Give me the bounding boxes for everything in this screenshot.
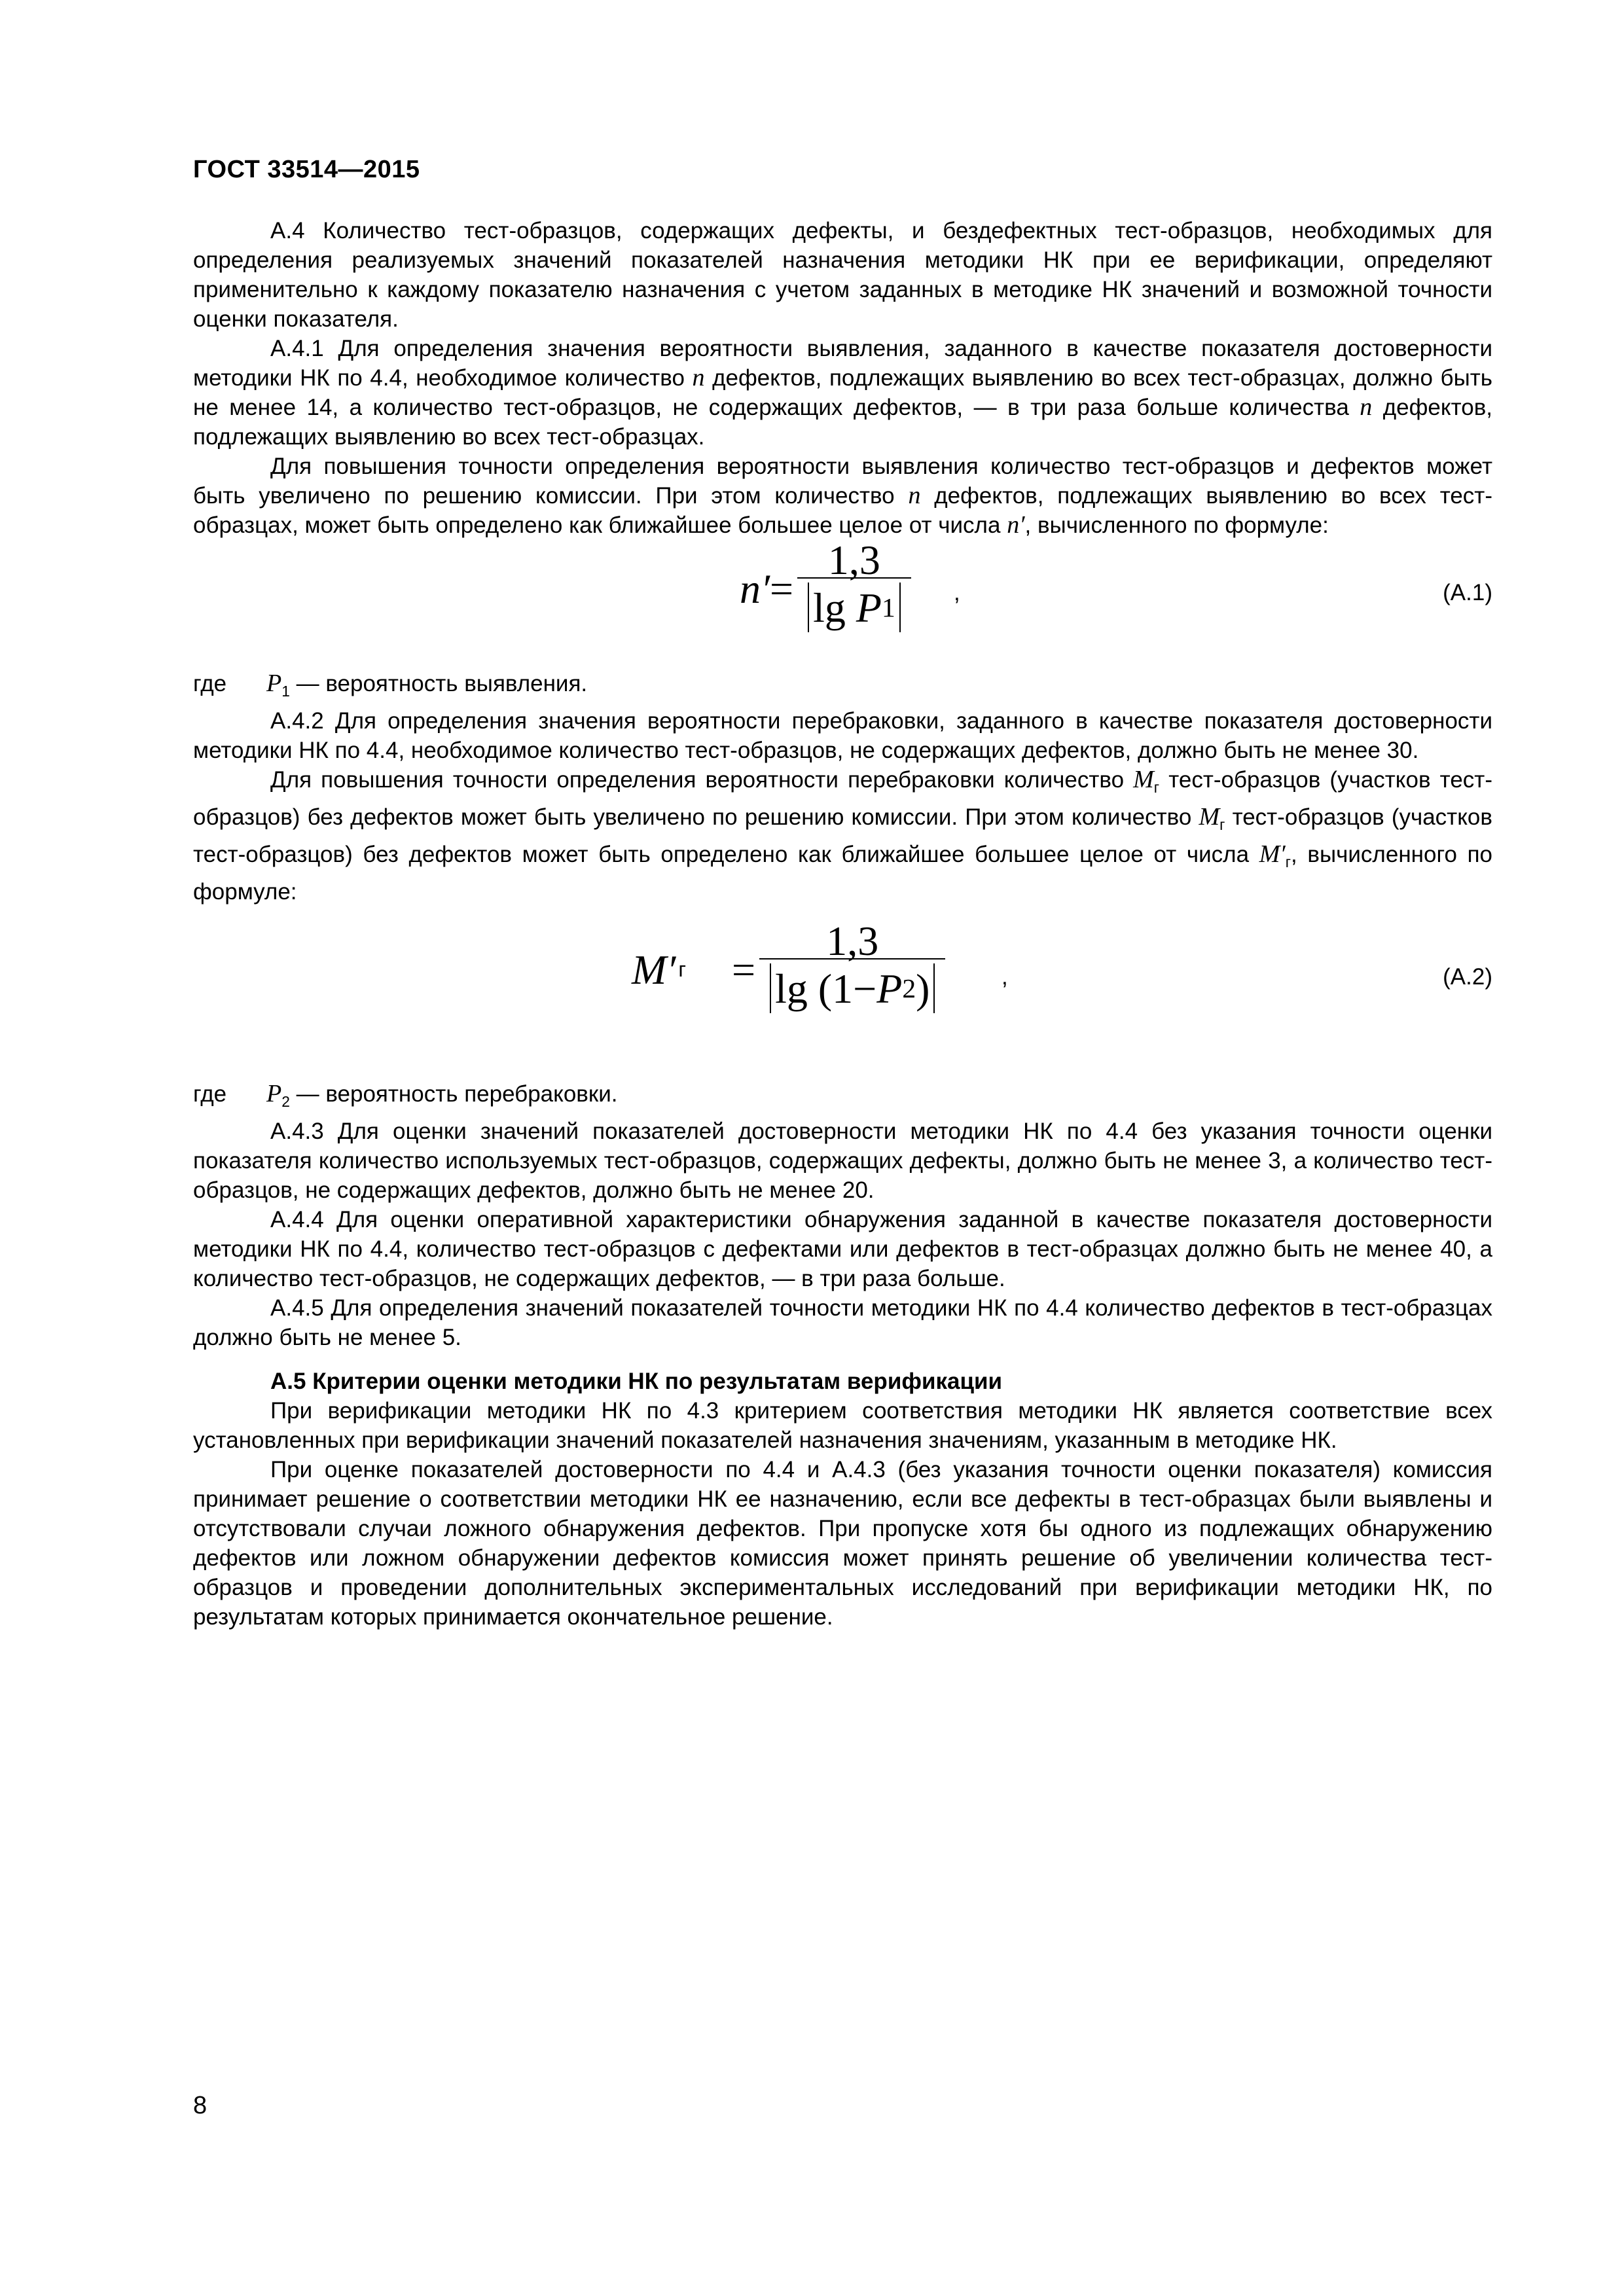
text: , вычисленного по формуле:	[1024, 512, 1329, 538]
paragraph-a5-2: При оценке показателей достоверности по 4.4 и А.4.3 (без указания точности оценки показателя) комиссия принимает решение о соответствии методики НК ее назначению, если все дефекты в тест-образцах были выявлены и отсутствовали случаи ложного обнаружения дефектов. При пропуске хотя бы одного из подлежащих обнаружению дефектов или ложном обнаружении дефектов комиссия может принять решение об увеличении количества тест-образцов и проведении дополнительных экспериментальных исследований при верификации методики НК, по результатам которых принимается окончательное решение.	[193, 1457, 1492, 1630]
where-label: где	[193, 1081, 227, 1107]
abs-bar	[933, 963, 935, 1013]
formula-fraction	[797, 537, 911, 632]
formula-eq: =	[731, 946, 756, 993]
var-P: P	[266, 670, 282, 697]
formula-lhs: n′	[740, 565, 770, 612]
text: дефектов, подлежащих выявлению во всех тест-образцах, должно быть не менее 14, а количество тест-образцов, не содержащих дефектов, — в три раза больше количества	[193, 365, 1492, 420]
sub-g: г	[1153, 779, 1160, 796]
var-M: M	[1199, 803, 1220, 831]
abs-bar	[770, 963, 771, 1013]
sub-2: 2	[281, 1093, 290, 1110]
var-P: P	[266, 1080, 282, 1107]
formula-eq: =	[770, 565, 794, 612]
var-n-prime: n′	[1007, 511, 1025, 539]
var-n: n	[692, 364, 705, 391]
document-body	[193, 216, 1492, 1632]
text: Для повышения точности определения вероятности выявления количество тест-образцов и дефектов может быть увеличено по решению комиссии. При этом количество	[193, 454, 1492, 509]
formula-a1-expression	[740, 537, 911, 632]
section-title-a5: А.5 Критерии оценки методики НК по результатам верификации	[270, 1369, 1003, 1394]
formula-number: (А.1)	[1443, 580, 1492, 605]
text: — вероятность перебраковки.	[296, 1081, 618, 1107]
var-M-prime: M′	[1259, 840, 1286, 868]
text: дефектов, подлежащих выявлению во всех тест-образцах.	[193, 395, 1493, 450]
formula-comma: ,	[1001, 964, 1008, 990]
sub-g: г	[1219, 816, 1225, 833]
formula-a2	[193, 913, 1492, 1070]
where-p1	[193, 669, 1492, 706]
paragraph-increase-2	[193, 765, 1492, 906]
var-n: n	[1360, 393, 1373, 421]
paragraph-a42: А.4.2 Для определения значения вероятности перебраковки, заданного в качестве показателя достоверности методики НК по 4.4, необходимое количество тест-образцов, не содержащих дефектов, должно быть не менее 30.	[193, 708, 1492, 763]
where-p2	[193, 1079, 1492, 1117]
paragraph-a41	[193, 334, 1492, 452]
sub-g: г	[1285, 853, 1291, 870]
text: А.4.1 Для определения значения вероятности выявления, заданного в качестве показателя достоверности методики НК по 4.4, необходимое количество	[193, 336, 1492, 391]
paragraph-a43: А.4.3 Для оценки значений показателей достоверности методики НК по 4.4 без указания точности оценки показателя количество используемых тест-образцов, содержащих дефекты, должно быть не менее 3, а количество тест-образцов, не содержащих дефектов, должно быть не менее 20.	[193, 1119, 1492, 1203]
var-M: M	[1133, 766, 1154, 793]
paragraph-a5-1: При верификации методики НК по 4.3 критерием соответствия методики НК является соответствие всех установленных при верификации значений показателей назначения значениям, указанным в методике НК.	[193, 1398, 1492, 1453]
formula-comma: ,	[954, 580, 960, 605]
formula-sub: 2	[902, 973, 916, 1003]
formula-a1	[193, 537, 1492, 660]
formula-P: P	[856, 584, 882, 631]
paragraph-a4: А.4 Количество тест-образцов, содержащих дефекты, и бездефектных тест-образцов, необходимых для определения реализуемых значений показателей назначения методики НК при ее верификации, определяют применительно к каждому показателю назначения с учетом заданных в методике НК значений и возможной точности оценки показателя.	[193, 218, 1492, 332]
formula-lg: lg	[813, 584, 846, 631]
text: тест-образцов (участков тест-образцов) без дефектов может быть увеличено по решению комиссии. При этом количество	[193, 767, 1492, 830]
abs-bar	[808, 583, 809, 632]
where-label: где	[193, 671, 227, 696]
text: Для повышения точности определения вероятности перебраковки количество	[270, 767, 1125, 793]
sub-1: 1	[281, 683, 290, 700]
formula-denominator	[797, 577, 911, 632]
paragraph-a44: А.4.4 Для оценки оперативной характеристики обнаружения заданной в качестве показателя достоверности методики НК по 4.4, количество тест-образцов с дефектами или дефектов в тест-образцах должно быть не менее 40, а количество тест-образцов, не содержащих дефектов, — в три раза больше.	[193, 1207, 1492, 1291]
formula-a2-expression	[632, 918, 945, 1013]
formula-numerator: 1,3	[827, 537, 880, 583]
formula-fraction	[759, 918, 945, 1013]
paragraph-increase-1	[193, 452, 1492, 540]
document-header: ГОСТ 33514—2015	[193, 156, 420, 183]
formula-numerator: 1,3	[826, 918, 879, 964]
text: — вероятность выявления.	[296, 671, 588, 696]
formula-sub: 1	[881, 592, 895, 622]
formula-lg: lg	[775, 965, 808, 1012]
page-number: 8	[193, 2092, 208, 2119]
paragraph-a45: А.4.5 Для определения значений показателей точности методики НК по 4.4 количество дефектов в тест-образцах должно быть не менее 5.	[193, 1295, 1492, 1350]
formula-lhs-sub: г	[678, 958, 686, 981]
text: дефектов, подлежащих выявлению во всех тест-образцах, может быть определено как ближайшее большее целое от числа	[193, 483, 1492, 538]
var-n: n	[908, 482, 921, 509]
formula-P: P	[876, 965, 903, 1012]
formula-close: )	[916, 965, 930, 1012]
text: , вычисленного по формуле:	[193, 842, 1492, 905]
formula-number: (А.2)	[1443, 964, 1492, 990]
abs-bar	[899, 583, 901, 632]
formula-open: (1−	[818, 965, 877, 1012]
formula-denominator	[759, 958, 945, 1013]
formula-lhs: M′	[632, 946, 676, 993]
text: тест-образцов (участков тест-образцов) без дефектов может быть определено как ближайшее большее целое от числа	[193, 804, 1492, 867]
